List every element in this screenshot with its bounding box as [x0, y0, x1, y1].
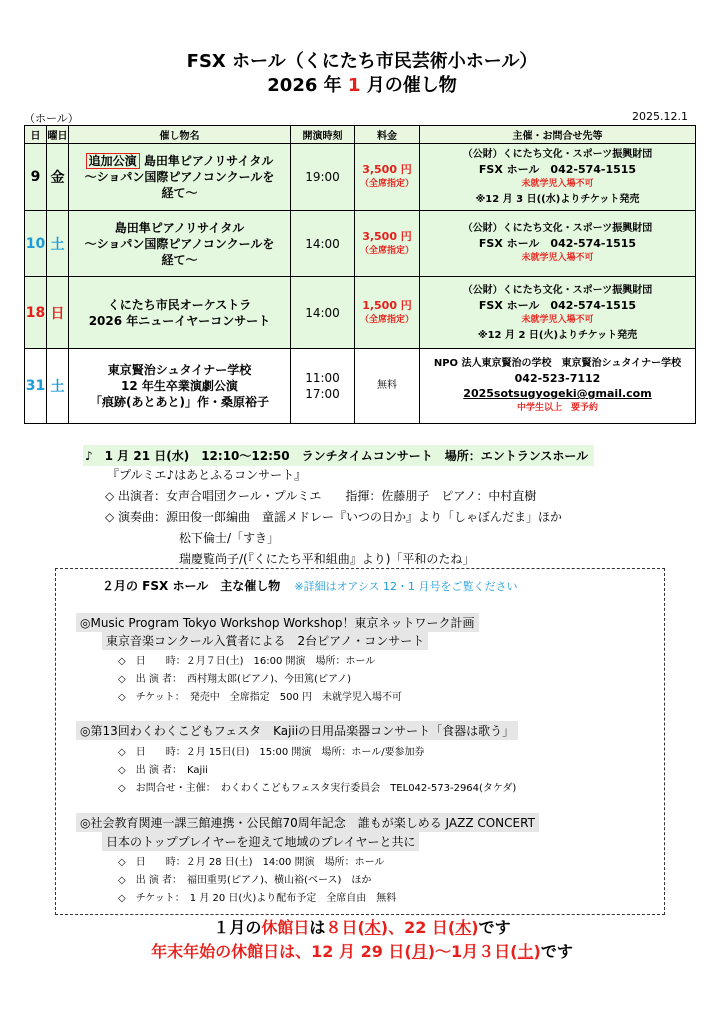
issue-date: 2025.12.1 — [632, 110, 688, 123]
event-item: ◇ 出 演 者： 西村翔太郎(ピアノ)、今田篤(ピアノ) — [118, 674, 352, 685]
ticket-note: ※12 月 2 日(火)よりチケット発売 — [477, 329, 638, 341]
row-organizer — [420, 277, 696, 349]
organizer-phone: FSX ホール 042-574-1515 — [478, 163, 637, 176]
row-organizer — [420, 144, 696, 211]
title-suffix: 月の催し物 — [366, 75, 457, 96]
title-month: 1 — [347, 75, 361, 96]
row-time: 14:00 — [291, 211, 355, 277]
row-weekday: 日 — [47, 277, 69, 349]
col-header-price: 料金 — [355, 126, 420, 144]
row-time: 14:00 — [291, 277, 355, 349]
price-note: （全席指定） — [359, 314, 414, 325]
february-header — [102, 577, 518, 594]
event-subtitle-end: 経て～ — [161, 252, 198, 267]
row-day: 9 — [25, 144, 47, 211]
lunch-program-2: 松下倫士/「すき」 — [179, 531, 280, 545]
table-row — [25, 277, 696, 349]
row-time — [291, 349, 355, 424]
row-event — [69, 144, 291, 211]
organizer-note: 未就学児入場不可 — [521, 179, 594, 189]
event-item: ◇ 出 演 者： Kajii — [118, 765, 208, 776]
row-organizer — [420, 349, 696, 424]
event-title: ◎社会教育関連一課三館連携・公民館70周年記念 誰もが楽しめる JAZZ CONCERT — [76, 813, 539, 832]
organizer-phone: FSX ホール 042-574-1515 — [478, 298, 637, 312]
table-header-row — [25, 126, 696, 144]
col-header-weekday: 曜日 — [47, 126, 69, 144]
col-header-organizer: 主催・お問合せ先等 — [420, 126, 696, 144]
row-price — [355, 144, 420, 211]
event-subtitle: 2026 年ニューイヤーコンサート — [88, 313, 271, 328]
start-time-1: 11:00 — [305, 371, 340, 385]
event-name: 島田隼ピアノリサイタル — [143, 154, 274, 168]
event-item: ◇ 日 時：２月７日(土) 16:00 開演 場所：ホール — [118, 656, 376, 667]
closed-days-january: １月の休館日は８日(木)、22 日(木)です — [213, 918, 511, 937]
february-events-box — [55, 568, 665, 915]
organizer-name: （公財）くにたち文化・スポーツ振興財団 — [462, 149, 653, 160]
event-subtitle: ～ショパン国際ピアノコンクールを — [84, 236, 275, 251]
row-time: 19:00 — [291, 144, 355, 211]
organizer-phone: FSX ホール 042-574-1515 — [478, 237, 637, 250]
row-event — [69, 277, 291, 349]
row-event — [69, 349, 291, 424]
title-year: 2026 年 — [267, 75, 342, 96]
lunch-headline: ♪ 1 月 21 日(水) 12:10～12:50 ランチタイムコンサート 場所：エントランスホール — [83, 445, 594, 466]
event-item: ◇ チケット： 発売中 全席指定 500 円 未就学児入場不可 — [118, 692, 403, 703]
event-subtitle-end: 「痕跡(あとあと)」作・桑原裕子 — [90, 395, 269, 409]
price-value: 3,500 円 — [362, 163, 412, 176]
event-subtitle-end: 経て～ — [161, 186, 198, 200]
organizer-name: （公財）くにたち文化・スポーツ振興財団 — [462, 223, 653, 234]
hall-label: （ホール） — [24, 112, 79, 125]
lunch-subtitle: 『プルミエ♪はあとふるコンサート』 — [107, 468, 307, 482]
february-header-title: ２月の FSX ホール 主な催し物 — [102, 579, 281, 593]
col-header-event: 催し物名 — [69, 126, 291, 144]
organizer-email-link[interactable]: 2025sotsugyogeki@gmail.com — [463, 387, 652, 400]
row-weekday: 金 — [47, 144, 69, 211]
event-title: ◎Music Program Tokyo Workshop Workshop！東京ネットワーク計画 — [76, 613, 479, 632]
page-title: FSX ホール（くにたち市民芸術小ホール） — [186, 51, 538, 72]
lunch-program: ◇ 演奏曲：源田俊一郎編曲 童謡メドレー『いつの日か』より「しゃぼんだま」ほか — [105, 510, 563, 524]
row-weekday: 土 — [47, 349, 69, 424]
event-subtitle: 東京音楽コンクール入賞者による 2台ピアノ・コンサート — [102, 631, 428, 650]
row-day: 31 — [25, 349, 47, 424]
row-weekday: 土 — [47, 211, 69, 277]
event-item: ◇ お問合せ・主催： わくわくこどもフェスタ実行委員会 TEL042-573-2964(タケダ) — [118, 783, 517, 794]
row-price — [355, 211, 420, 277]
row-price — [355, 277, 420, 349]
organizer-phone: 042-523-7112 — [514, 372, 601, 385]
row-day: 18 — [25, 277, 47, 349]
row-price: 無料 — [355, 349, 420, 424]
price-note: （全席指定） — [359, 245, 414, 256]
event-name: 島田隼ピアノリサイタル — [114, 220, 245, 235]
event-subtitle: 12 年生卒業演劇公演 — [121, 379, 238, 393]
organizer-note: 未就学児入場不可 — [521, 253, 594, 263]
event-item: ◇ 出 演 者： 福田重男(ピアノ)、横山裕(ベース) ほか — [118, 875, 372, 886]
event-item: ◇ 日 時：２月 28 日(土) 14:00 開演 場所：ホール — [118, 857, 385, 868]
event-subtitle: ～ショパン国際ピアノコンクールを — [84, 170, 275, 184]
event-item: ◇ チケット： 1 月 20 日(火)より配布予定 全席自由 無料 — [118, 893, 397, 904]
organizer-note: 未就学児入場不可 — [521, 314, 594, 325]
lunch-performers: ◇ 出演者：女声合唱団クール・プルミエ 指揮：佐藤朋子 ピアノ：中村直樹 — [105, 489, 537, 503]
ticket-note: ※12 月 3 日((水)よりチケット発売 — [475, 194, 640, 205]
schedule-table — [24, 125, 696, 424]
price-value: 3,500 円 — [362, 229, 412, 243]
organizer-name: NPO 法人東京賢治の学校 東京賢治シュタイナー学校 — [433, 358, 682, 369]
row-event — [69, 211, 291, 277]
table-row — [25, 349, 696, 424]
organizer-note: 中学生以上 要予約 — [516, 403, 598, 413]
event-title: ◎第13回わくわくこどもフェスタ Kajiiの日用品楽器コンサート「食器は歌う」 — [76, 721, 518, 740]
page-subtitle — [0, 71, 724, 97]
event-name: 東京賢治シュタイナー学校 — [107, 363, 252, 377]
table-row — [25, 211, 696, 277]
closed-days-new-year: 年末年始の休館日は、12 月 29 日(月)～1月３日(土)です — [151, 942, 573, 961]
event-subtitle: 日本のトッププレイヤーを迎えて地域のプレイヤーと共に — [102, 832, 419, 851]
february-note: ※詳細はオアシス 12・1 月号をご覧ください — [294, 580, 518, 593]
col-header-day: 日 — [25, 126, 47, 144]
event-name: くにたち市民オーケストラ — [107, 297, 252, 312]
col-header-time: 開演時刻 — [291, 126, 355, 144]
organizer-name: （公財）くにたち文化・スポーツ振興財団 — [462, 284, 653, 296]
row-day: 10 — [25, 211, 47, 277]
start-time-2: 17:00 — [305, 387, 340, 401]
price-note: （全席指定） — [359, 179, 414, 189]
added-performance-tag: 追加公演 — [86, 153, 140, 169]
price-value: 1,500 円 — [362, 298, 412, 312]
event-item: ◇ 日 時：２月 15日(日) 15:00 開演 場所：ホール/要参加券 — [118, 747, 425, 758]
row-organizer — [420, 211, 696, 277]
lunch-program-3: 瑞慶覧尚子/(『くにたち平和組曲』より)「平和のたね」 — [179, 552, 475, 566]
table-row — [25, 144, 696, 211]
